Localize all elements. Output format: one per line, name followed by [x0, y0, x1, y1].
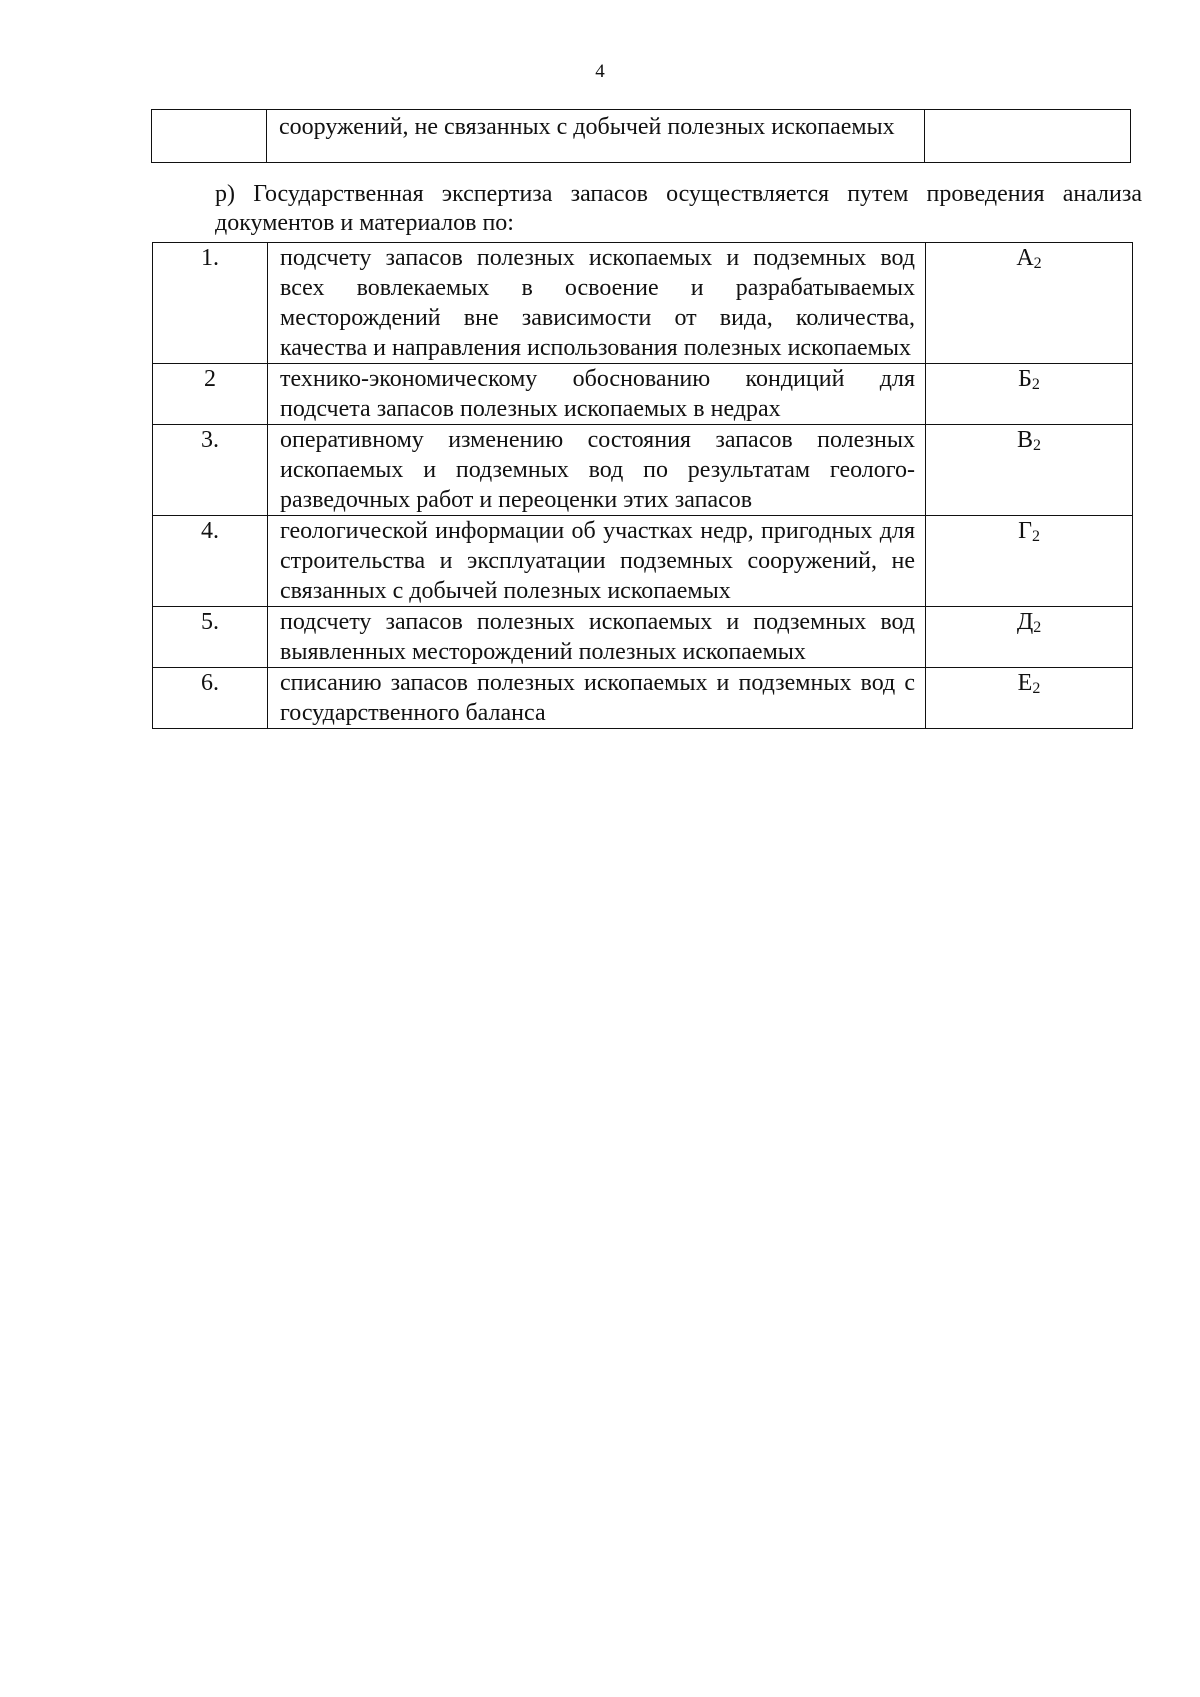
row-number: 2 [153, 364, 268, 425]
table-row [153, 364, 1133, 425]
row-code [926, 516, 1133, 607]
paragraph-r [151, 180, 1142, 238]
continuation-table [151, 109, 1131, 163]
table-row [153, 516, 1133, 607]
continuation-num-cell [152, 110, 267, 163]
row-number: 6. [153, 668, 268, 729]
table-row [153, 668, 1133, 729]
code-index: 2 [1032, 680, 1041, 697]
code-index: 2 [1033, 437, 1041, 454]
row-number: 1. [153, 243, 268, 364]
row-text: технико-экономическому обоснованию кондиций для подсчета запасов полезных ископаемых в недрах [268, 364, 926, 425]
continuation-text-cell [267, 110, 925, 163]
continuation-text: сооружений, не связанных с добычей полезных ископаемых [279, 114, 895, 140]
row-code [926, 607, 1133, 668]
materials-table-body [153, 243, 1133, 729]
continuation-code-cell [925, 110, 1131, 163]
paragraph-marker: р) [215, 181, 235, 207]
row-number: 5. [153, 607, 268, 668]
code-letter: Г [1018, 518, 1032, 544]
code-letter: Е [1017, 670, 1033, 696]
table-row [153, 607, 1133, 668]
code-letter: Б [1018, 366, 1032, 392]
table-row [153, 425, 1133, 516]
row-text: геологической информации об участках недр, пригодных для строительства и эксплуатации подземных сооружений, не связанных с добычей полезных ископаемых [268, 516, 926, 607]
continuation-row [152, 110, 1131, 163]
row-code [926, 668, 1133, 729]
row-code [926, 425, 1133, 516]
row-text: подсчету запасов полезных ископаемых и подземных вод всех вовлекаемых в освоение и разрабатываемых месторождений вне зависимости от вида, количества, качества и направления использования полезных ископаемых [268, 243, 926, 364]
page-number: 4 [595, 61, 605, 82]
code-index: 2 [1033, 619, 1042, 636]
row-number: 3. [153, 425, 268, 516]
code-letter: Д [1016, 609, 1034, 635]
code-index: 2 [1031, 376, 1040, 393]
row-code [926, 243, 1133, 364]
row-text: подсчету запасов полезных ископаемых и подземных вод выявленных месторождений полезных ископаемых [268, 607, 926, 668]
code-index: 2 [1033, 255, 1042, 272]
code-letter: А [1016, 245, 1034, 271]
row-text: оперативному изменению состояния запасов полезных ископаемых и подземных вод по результатам геолого-разведочных работ и переоценки этих запасов [268, 425, 926, 516]
row-text: списанию запасов полезных ископаемых и подземных вод с государственного баланса [268, 668, 926, 729]
paragraph-text: Государственная экспертиза запасов осуществляется путем проведения анализа документов и материалов по: [215, 181, 1143, 236]
row-code [926, 364, 1133, 425]
code-letter: В [1016, 427, 1033, 453]
materials-table [152, 242, 1133, 729]
row-number: 4. [153, 516, 268, 607]
code-index: 2 [1031, 528, 1040, 545]
table-row [153, 243, 1133, 364]
